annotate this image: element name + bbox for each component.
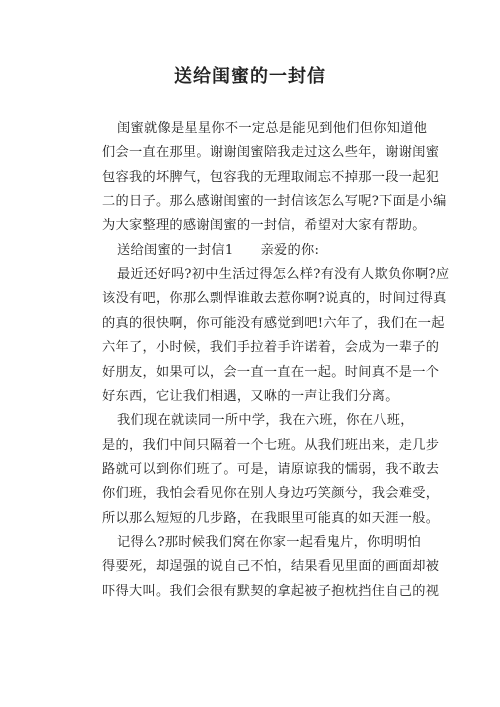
text-line: 六年了，小时候，我们手拉着手许诺着，会成为一辈子的 [102, 340, 440, 356]
text-line: 吓得大叫。我们会很有默契的拿起被子抱枕挡住自己的视 [102, 583, 440, 599]
text-line: 我们现在就读同一所中学，我在六班，你在八班， [117, 413, 414, 429]
text-line: 送给闺蜜的一封信1 亲爱的你: [117, 242, 320, 258]
text-line: 得要死，却逞强的说自己不怕，结果看见里面的画面却被 [102, 559, 440, 575]
text-line: 所以那么短短的几步路，在我眼里可能真的如天涯一般。 [102, 510, 440, 526]
text-line: 路就可以到你们班了。可是，请原谅我的懦弱，我不敢去 [102, 461, 440, 477]
text-line: 最近还好吗?初中生活过得怎么样?有没有人欺负你啊?应 [117, 267, 450, 283]
text-line: 闺蜜就像是星星你不一定总是能见到他们但你知道他 [117, 121, 428, 136]
text-line: 们会一直在那里。谢谢闺蜜陪我走过这么些年，谢谢闺蜜 [102, 145, 440, 161]
text-line: 好朋友，如果可以，会一直一直在一起。时间真不是一个 [102, 364, 440, 380]
text-line: 是的，我们中间只隔着一个七班。从我们班出来，走几步 [102, 437, 440, 453]
text-line: 的真的很快啊，你可能没有感觉到吧!六年了，我们在一起 [102, 315, 445, 331]
text-line: 你们班，我怕会看见你在别人身边巧笑颜兮，我会难受， [102, 486, 440, 502]
text-line: 包容我的坏脾气，包容我的无理取闹忘不掉那一段一起犯 [102, 169, 440, 185]
text-line: 二的日子。那么感谢闺蜜的一封信该怎么写呢?下面是小编 [102, 194, 447, 210]
text-line: 为大家整理的感谢闺蜜的一封信，希望对大家有帮助。 [102, 218, 426, 234]
document-title: 送给闺蜜的一封信 [174, 66, 326, 87]
text-line: 好东西，它让我们相遇，又咻的一声让我们分离。 [102, 388, 399, 404]
text-line: 记得么?那时候我们窝在你家一起看鬼片，你明明怕 [117, 534, 422, 550]
text-line: 该没有吧，你那么剽悍谁敢去惹你啊?说真的，时间过得真 [102, 291, 447, 307]
